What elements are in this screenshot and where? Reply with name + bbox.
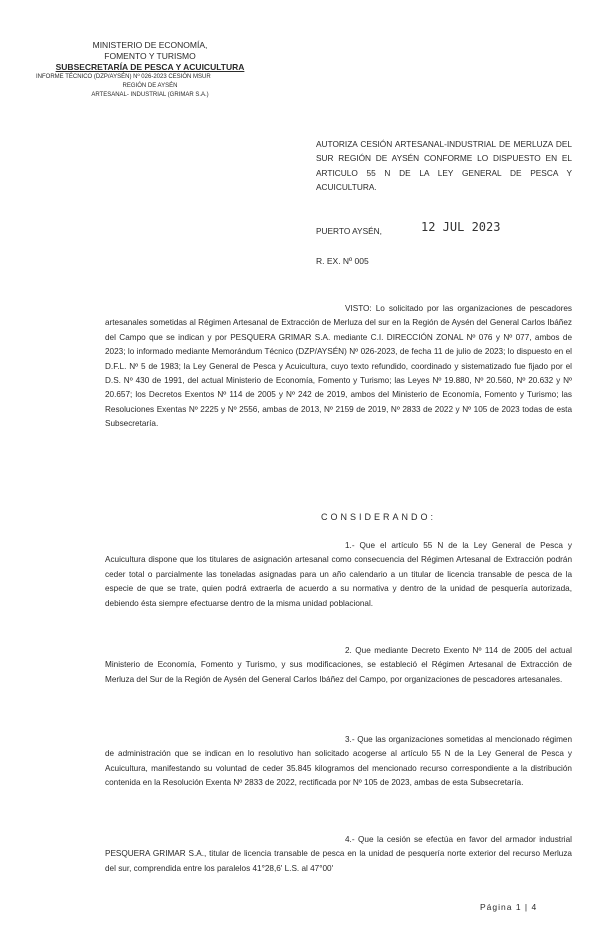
considerando-item-1 <box>105 539 572 611</box>
place-label: PUERTO AYSÉN, <box>316 226 382 236</box>
header-report: INFORME TÉCNICO (DZP/AYSÉN) Nº 026-2023 CESIÓN MSUR <box>36 74 211 80</box>
resolution-number: R. EX. Nº 005 <box>316 256 369 266</box>
header-type: ARTESANAL- INDUSTRIAL (GRIMAR S.A.) <box>91 92 209 98</box>
considerando-text: 4.- Que la cesión se efectúa en favor del armador industrial PESQUERA GRIMAR S.A., titular de licencia transable de pesca en la unidad de pesquería norte exterior del recurso Merluza del sur, comprendida entre los paralelos 41°28,6' L.S. al 47°00' <box>105 835 572 873</box>
considerando-item-3 <box>105 733 572 791</box>
date-stamp: 12 JUL 2023 <box>421 220 501 234</box>
considerando-item-2 <box>105 644 572 687</box>
considerando-text: 1.- Que el artículo 55 N de la Ley General de Pesca y Acuicultura dispone que los titulares de asignación artesanal como consecuencia del Régimen Artesanal de Extracción podrán ceder total o parcialmente las toneladas asignadas para un año calendario a un titular de licencia transable de pesca de la especie de que se trate, quien podrá extraerla de acuerdo a su normativa y dentro de la unidad de pesquería autorizada, debiendo ésta siempre efectuarse dentro de la misma unidad poblacional. <box>105 541 572 608</box>
page-number: Página 1 | 4 <box>480 902 538 912</box>
considerando-item-4 <box>105 833 572 876</box>
header-ministry-2: FOMENTO Y TURISMO <box>104 51 196 61</box>
considerando-text: 3.- Que las organizaciones sometidas al mencionado régimen de administración que se indican en lo resolutivo han solicitado acogerse al artículo 55 N de la Ley General de Pesca y Acuicultura, manifestando su voluntad de ceder 35.845 kilogramos del mencionado recurso correspondiente a la distribución contenida en la Resolución Exenta Nº 2833 de 2022, rectificada por Nº 105 de 2023, ambas de esta Subsecretaría. <box>105 735 572 788</box>
header-ministry: MINISTERIO DE ECONOMÍA, <box>92 40 208 50</box>
visto-paragraph <box>105 302 572 432</box>
header-region: REGIÓN DE AYSÉN <box>122 83 178 89</box>
ministry-header <box>36 40 260 100</box>
considerando-heading: CONSIDERANDO: <box>321 512 437 522</box>
considerando-text: 2. Que mediante Decreto Exento Nº 114 de 2005 del actual Ministerio de Economía, Fomento y Turismo, y sus modificaciones, se estableció el Régimen Artesanal de Extracción de Merluza del Sur de la Región de Aysén del General Carlos Ibáñez del Campo, por organizaciones de pescadores artesanales. <box>105 646 572 684</box>
header-subsecretaria: SUBSECRETARÍA DE PESCA Y ACUICULTURA <box>55 62 245 72</box>
visto-text: VISTO: Lo solicitado por las organizaciones de pescadores artesanales sometidas al Régimen Artesanal de Extracción de Merluza del sur en la Región de Aysén del General Carlos Ibáñez del Campo que se indican y por PESQUERA GRIMAR S.A. mediante C.I. DIRECCIÓN ZONAL Nº 076 y Nº 077, ambos de 2023; lo informado mediante Memorándum Técnico (DZP/AYSÉN) Nº 026-2023, de fecha 11 de julio de 2023; lo dispuesto en el D.F.L. Nº 5 de 1983; la Ley General de Pesca y Acuicultura, cuyo texto refundido, coordinado y sistematizado fue fijado por el D.S. Nº 430 de 1991, del actual Ministerio de Economía, Fomento y Turismo; las Leyes Nº 19.880, Nº 20.560, Nº 20.632 y Nº 20.657; los Decretos Exentos Nº 114 de 2005 y Nº 242 de 2019, ambos del Ministerio de Economía, Fomento y Turismo; las Resoluciones Exentas Nº 2225 y Nº 2556, ambas de 2013, Nº 2159 de 2019, Nº 2833 de 2022 y Nº 105 de 2023 todas de esta Subsecretaría. <box>105 304 572 429</box>
resolution-title: AUTORIZA CESIÓN ARTESANAL-INDUSTRIAL DE MERLUZA DEL SUR REGIÓN DE AYSÉN CONFORME LO DISPUESTO EN EL ARTICULO 55 N DE LA LEY GENERAL DE PESCA Y ACUICULTURA. <box>316 139 572 193</box>
